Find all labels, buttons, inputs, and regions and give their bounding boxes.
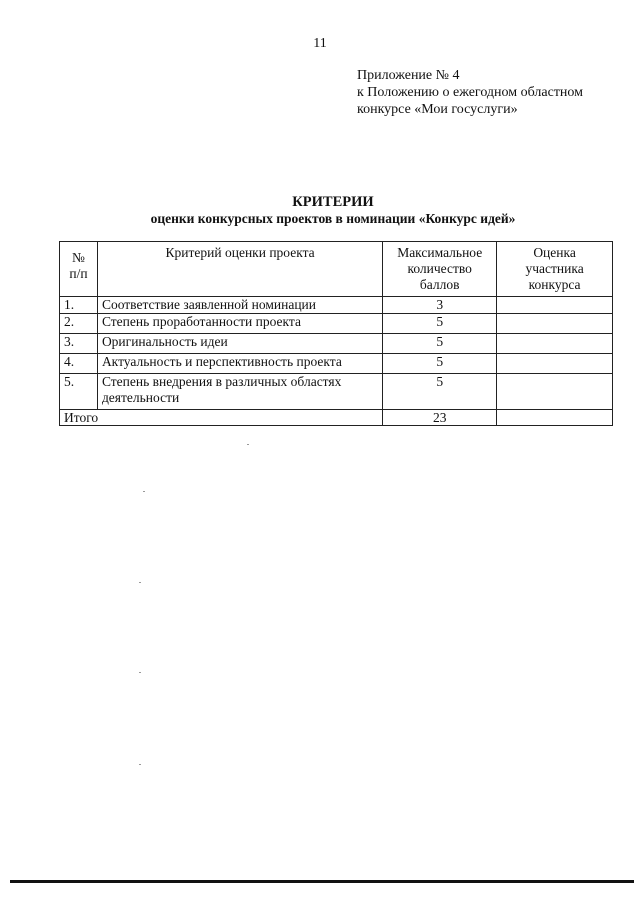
header-text: участника: [525, 261, 584, 276]
total-max-points: 23: [383, 410, 497, 426]
header-text: Оценка: [533, 245, 576, 260]
scan-speck: [139, 582, 141, 583]
header-text: количество: [407, 261, 472, 276]
row-score: [497, 374, 613, 410]
scan-speck: [139, 764, 141, 765]
row-criterion: Актуальность и перспективность проекта: [97, 354, 382, 374]
table-header-row: [60, 242, 613, 297]
scan-speck: [139, 672, 141, 673]
appendix-line: конкурсе «Мои госуслуги»: [357, 102, 518, 117]
table-row: [60, 314, 613, 334]
row-number: 3.: [60, 334, 98, 354]
header-text: конкурса: [528, 277, 581, 292]
table-row: [60, 297, 613, 314]
header-text: баллов: [419, 277, 460, 292]
header-criterion: Критерий оценки проекта: [97, 242, 382, 297]
row-max-points: 5: [383, 314, 497, 334]
appendix-line: к Положению о ежегодном областном: [357, 85, 584, 100]
table-row: [60, 334, 613, 354]
row-number: 5.: [60, 374, 98, 410]
header-max-points: [383, 242, 497, 297]
header-text: п/п: [69, 266, 88, 281]
row-criterion: [97, 374, 382, 410]
table-row: [60, 374, 613, 410]
row-number: 4.: [60, 354, 98, 374]
row-score: [497, 334, 613, 354]
row-criterion: Оригинальность идеи: [97, 334, 382, 354]
header-participant-score: [497, 242, 613, 297]
criterion-text: деятельности: [101, 390, 180, 405]
row-criterion: Соответствие заявленной номинации: [97, 297, 382, 314]
page-number: 11: [313, 36, 327, 51]
total-score: [497, 410, 613, 426]
row-score: [497, 354, 613, 374]
table-row: [60, 354, 613, 374]
scan-edge-line: [10, 880, 634, 883]
row-score: [497, 314, 613, 334]
appendix-reference: [357, 67, 583, 118]
scan-speck: [247, 444, 249, 445]
row-criterion: Степень проработанности проекта: [97, 314, 382, 334]
appendix-line: Приложение № 4: [357, 68, 460, 83]
header-text: №: [72, 250, 85, 265]
header-text: Максимальное: [397, 245, 483, 260]
row-number: 2.: [60, 314, 98, 334]
row-number: 1.: [60, 297, 98, 314]
row-max-points: 3: [383, 297, 497, 314]
row-max-points: 5: [383, 374, 497, 410]
row-max-points: 5: [383, 354, 497, 374]
scan-speck: [143, 491, 145, 492]
criterion-text: Степень внедрения в различных областях: [101, 374, 342, 389]
document-title: КРИТЕРИИ: [292, 194, 374, 210]
row-max-points: 5: [383, 334, 497, 354]
row-score: [497, 297, 613, 314]
header-number: [60, 242, 98, 297]
total-label: Итого: [60, 410, 383, 426]
table-total-row: [60, 410, 613, 426]
criteria-table: [59, 241, 613, 426]
document-subtitle: оценки конкурсных проектов в номинации «Конкурс идей»: [150, 211, 516, 226]
